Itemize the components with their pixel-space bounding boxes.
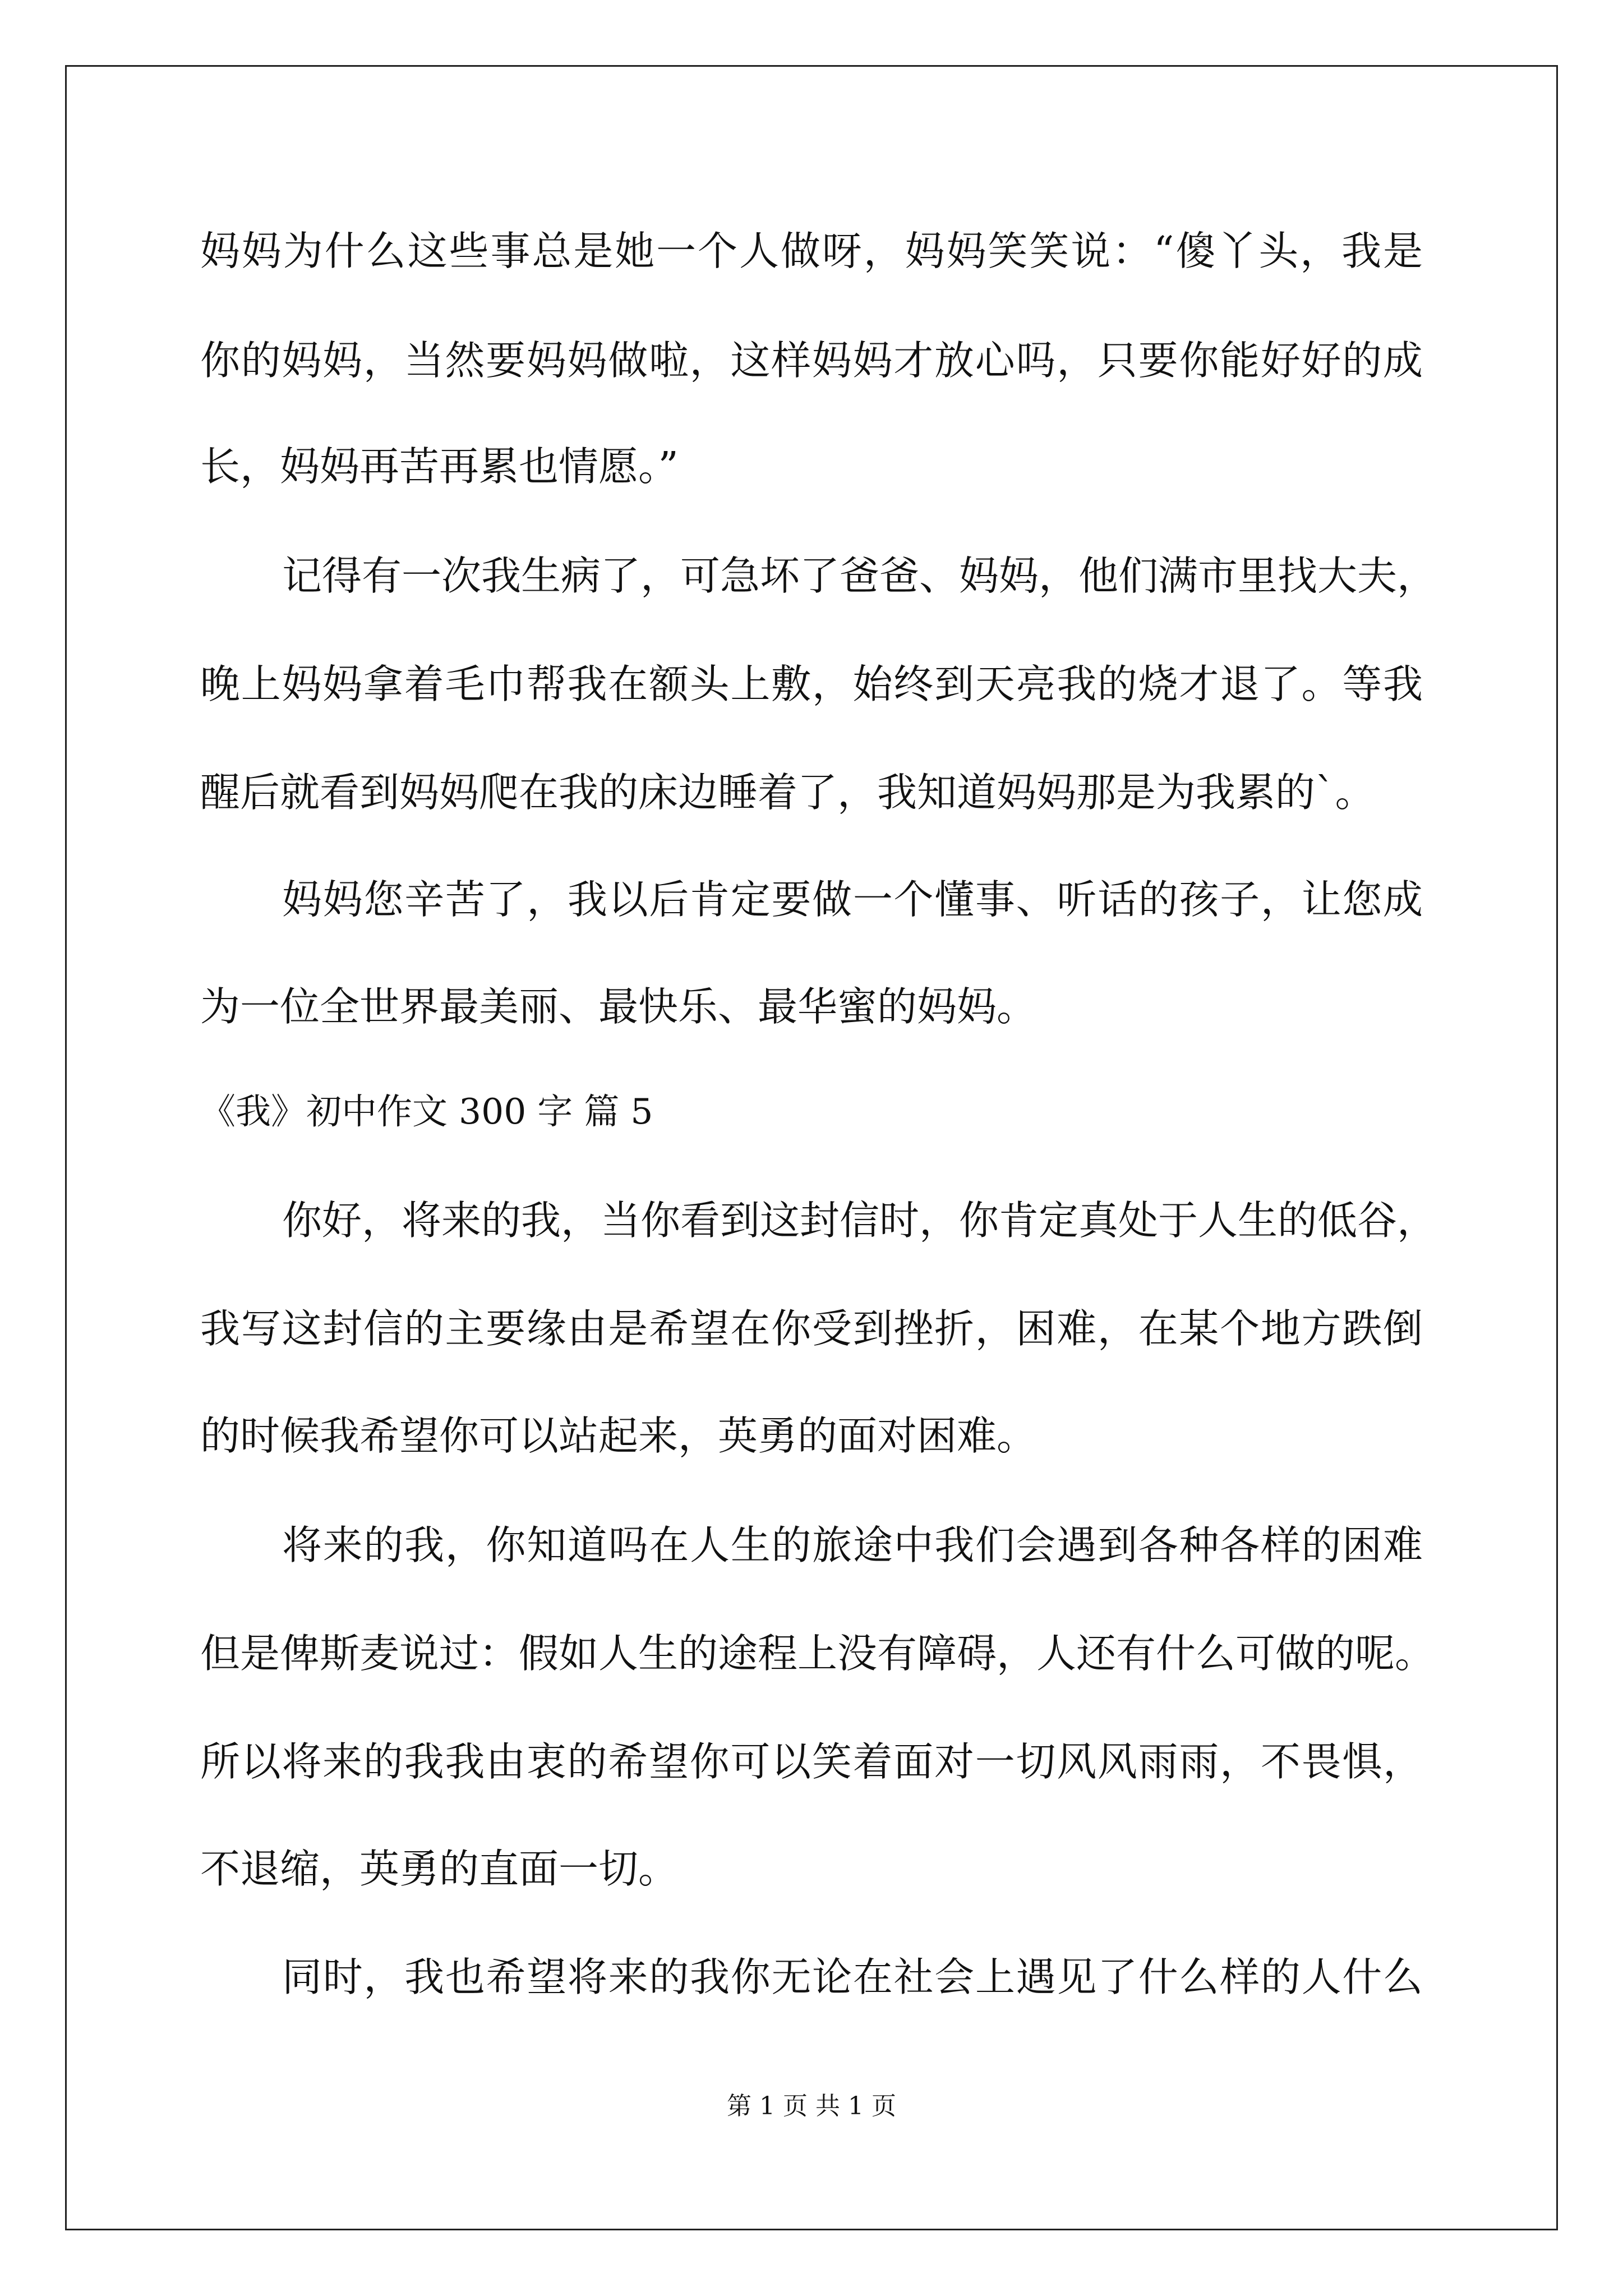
paragraph-line: 你好，将来的我，当你看到这封信时，你肯定真处于人生的低谷， [282,1197,1437,1244]
paragraph-line: 妈妈为什么这些事总是她一个人做呀，妈妈笑笑说：“傻丫头，我是 [200,228,1423,274]
paragraph-line: 你的妈妈，当然要妈妈做啦，这样妈妈才放心吗，只要你能好好的成 [200,337,1423,384]
paragraph-line: 我写这封信的主要缘由是希望在你受到挫折，困难，在某个地方跌倒 [200,1305,1423,1352]
page-border [65,65,1558,2230]
paragraph-line: 所以将来的我我由衷的希望你可以笑着面对一切风风雨雨，不畏惧， [200,1738,1423,1785]
paragraph-line: 记得有一次我生病了，可急坏了爸爸、妈妈，他们满市里找大夫， [282,553,1437,599]
paragraph-line: 长，妈妈再苦再累也情愿。” [200,443,679,490]
paragraph-line: 但是俾斯麦说过：假如人生的途程上没有障碍，人还有什么可做的呢。 [200,1630,1435,1677]
paragraph-line: 将来的我，你知道吗在人生的旅途中我们会遇到各种各样的困难 [282,1522,1423,1568]
paragraph-line: 不退缩，英勇的直面一切。 [200,1846,679,1892]
paragraph-line: 同时，我也希望将来的我你无论在社会上遇见了什么样的人什么 [282,1954,1423,2000]
paragraph-line: 晚上妈妈拿着毛巾帮我在额头上敷，始终到天亮我的烧才退了。等我 [200,661,1423,707]
paragraph-line: 为一位全世界最美丽、最快乐、最华蜜的妈妈。 [200,983,1037,1030]
paragraph-line: 妈妈您辛苦了，我以后肯定要做一个懂事、听话的孩子，让您成 [282,876,1423,923]
paragraph-line: 醒后就看到妈妈爬在我的床边睡着了，我知道妈妈那是为我累的`。 [200,769,1375,816]
page-footer: 第 1 页 共 1 页 [727,2092,896,2120]
paragraph-line: 的时候我希望你可以站起来，英勇的面对困难。 [200,1412,1037,1459]
section-heading: 《我》初中作文 300 字 篇 5 [200,1091,653,1132]
